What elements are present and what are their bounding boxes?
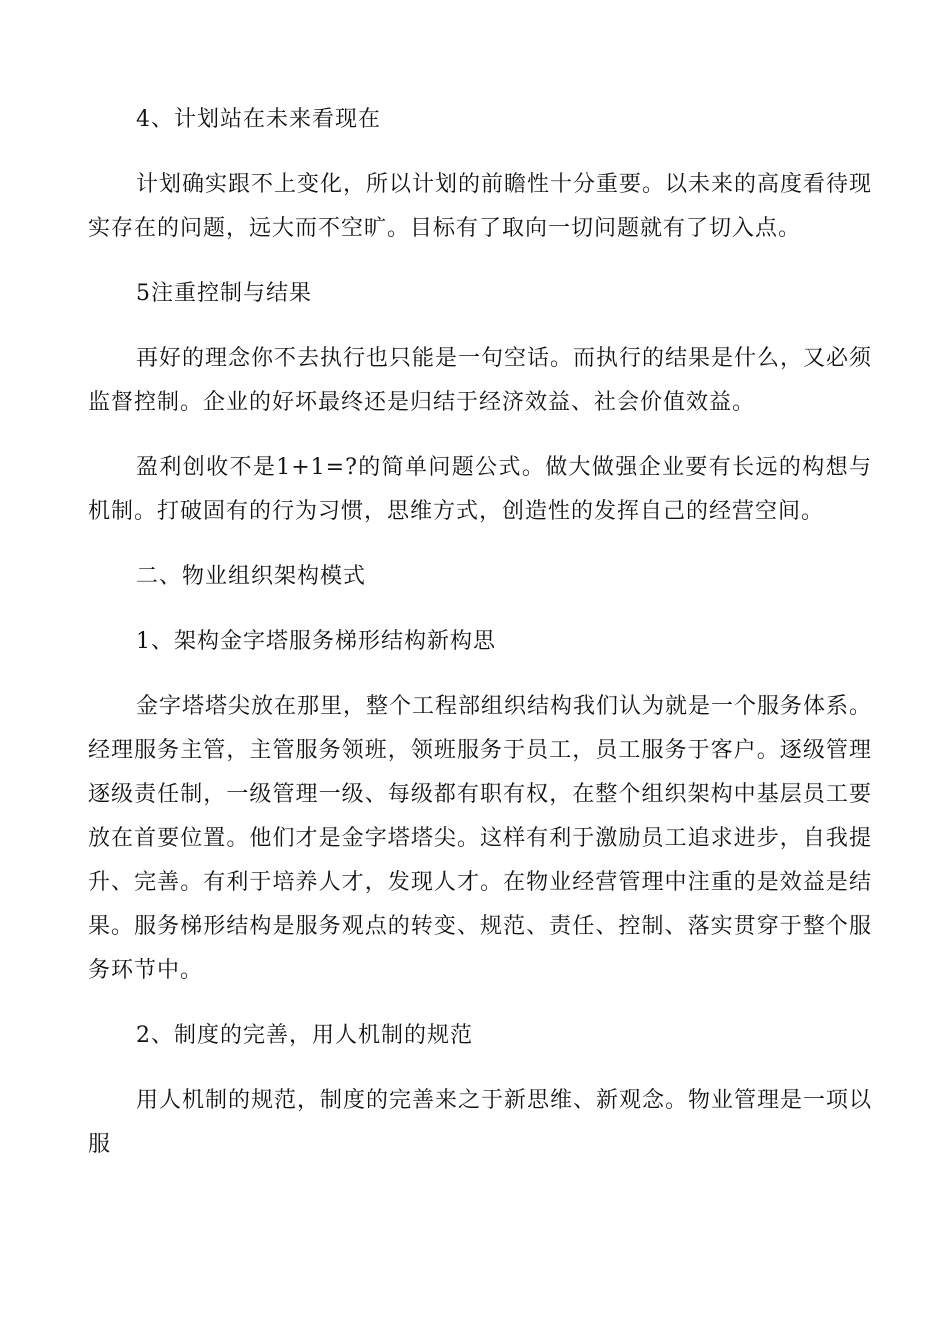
- paragraph-plan-foresight: 计划确实跟不上变化，所以计划的前瞻性十分重要。以未来的高度看待现实存在的问题，远大而不空旷。目标有了取向一切问题就有了切入点。: [88, 172, 873, 241]
- section-heading-5: 5注重控制与结果: [136, 281, 312, 306]
- paragraph-system-improvement: 用人机制的规范，制度的完善来之于新思维、新观念。物业管理是一项以服: [88, 1088, 873, 1157]
- paragraph-pyramid-service-structure: 金字塔塔尖放在那里，整个工程部组织结构我们认为就是一个服务体系。经理服务主管，主管服务领班，领班服务于员工，员工服务于客户。逐级管理逐级责任制，一级管理一级、每级都有职有权，在整个组织架构中基层员工要放在首要位置。他们才是金字塔塔尖。这样有利于激励员工追求进步，自我提升、完善。有利于培养人才，发现人才。在物业经营管理中注重的是效益是结果。服务梯形结构是服务观点的转变、规范、责任、控制、落实贯穿于整个服务环节中。: [88, 694, 873, 983]
- paragraph-execution-control: 再好的理念你不去执行也只能是一句空话。而执行的结果是什么，又必须监督控制。企业的好坏最终还是归结于经济效益、社会价值效益。: [88, 346, 873, 415]
- document-body: [88, 98, 872, 1167]
- chapter-heading-property-organization: 二、物业组织架构模式: [136, 564, 367, 589]
- paragraph-profit-mechanism: 盈利创收不是1+1=?的简单问题公式。做大做强企业要有长远的构想与机制。打破固有的行为习惯，思维方式，创造性的发挥自己的经营空间。: [88, 455, 872, 524]
- section-heading-4: 4、计划站在未来看现在: [136, 107, 381, 132]
- subsection-heading-2: 2、制度的完善，用人机制的规范: [136, 1023, 473, 1048]
- subsection-heading-1: 1、架构金字塔服务梯形结构新构思: [136, 629, 496, 654]
